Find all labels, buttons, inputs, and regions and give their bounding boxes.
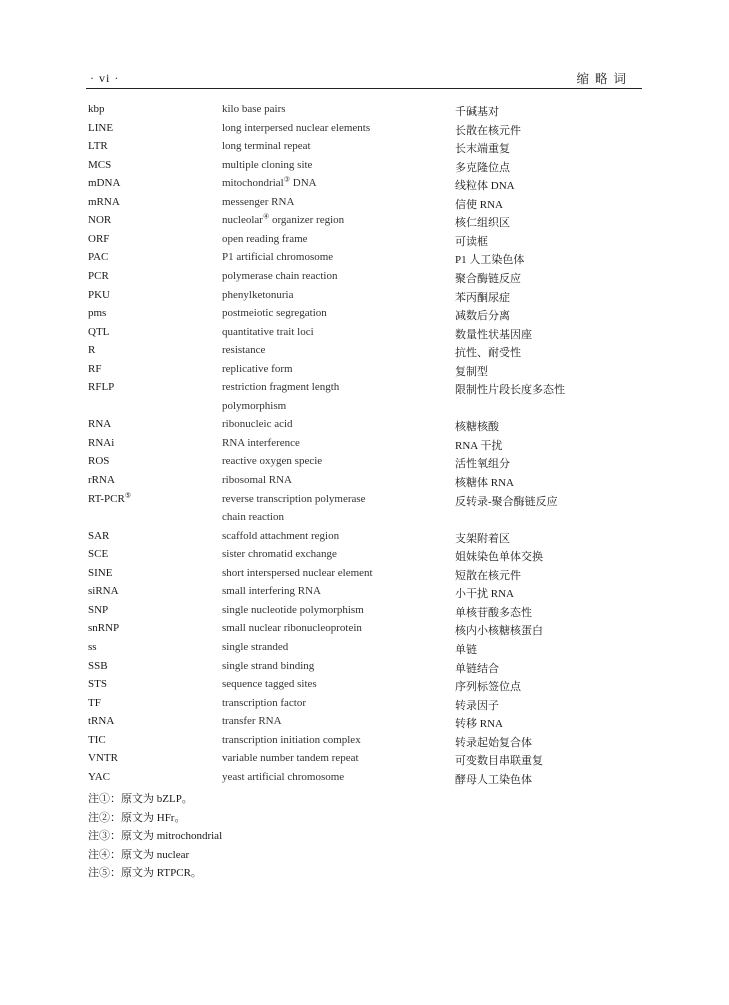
english-term-text: quantitative trait loci xyxy=(222,325,314,338)
footnote-mark: ④ xyxy=(262,212,270,221)
chinese-term: 核糖核酸 xyxy=(455,421,499,434)
english-term xyxy=(222,289,293,301)
english-term-text: ribosomal RNA xyxy=(222,474,292,486)
english-term xyxy=(222,752,359,764)
english-term-text: reactive oxygen specie xyxy=(222,455,323,468)
chinese-term: 核内小核糖核蛋白 xyxy=(455,625,543,638)
abbreviation xyxy=(88,233,109,245)
english-term-text: polymerase chain reaction xyxy=(222,269,338,282)
english-term xyxy=(222,548,337,560)
abbreviation-text: ROS xyxy=(88,455,110,468)
chinese-term: 聚合酶链反应 xyxy=(455,272,521,285)
english-term-text: reverse transcription polymerase xyxy=(222,492,366,505)
english-term xyxy=(222,326,314,338)
abbreviation-text: SSB xyxy=(88,659,108,672)
english-term xyxy=(222,307,327,319)
page-number: · vi · xyxy=(90,71,120,85)
english-term-text: restriction fragment length xyxy=(222,381,340,394)
abbreviation-text: NOR xyxy=(88,214,112,227)
abbreviation xyxy=(88,474,115,486)
chinese-term: 限制性片段长度多态性 xyxy=(455,384,565,397)
abbreviation xyxy=(88,159,111,171)
footnote-mark: ⑤ xyxy=(124,490,132,499)
footnote-mark: ③ xyxy=(283,175,290,184)
english-term-text: replicative form xyxy=(222,362,293,375)
footnote: 注④：原文为 nuclear xyxy=(88,848,190,861)
abbreviation-text: SNP xyxy=(88,603,109,616)
abbreviation xyxy=(88,585,119,597)
chinese-term: 长散在核元件 xyxy=(455,124,521,137)
abbreviation xyxy=(88,490,132,505)
abbreviation xyxy=(88,381,114,393)
footnote: 注①：原文为 bZLP。 xyxy=(88,793,193,805)
english-term-text: single strand binding xyxy=(222,659,315,672)
footnote: 注②：原文为 HFr。 xyxy=(88,811,186,824)
english-term-text: short interspersed nuclear element xyxy=(222,566,373,579)
english-term xyxy=(222,585,321,597)
abbreviation-text: ss xyxy=(88,640,97,653)
english-term-text: P1 artificial chromosome xyxy=(222,251,334,264)
chinese-term: 抗性、耐受性 xyxy=(455,347,521,360)
english-term-text: sequence tagged sites xyxy=(222,678,317,691)
english-term xyxy=(222,214,344,226)
abbreviation-text: PAC xyxy=(88,251,109,264)
chinese-term: 复制型 xyxy=(455,365,488,378)
abbreviation xyxy=(88,289,110,301)
abbreviation xyxy=(88,307,106,319)
abbreviation-text: RF xyxy=(88,362,102,375)
abbreviation xyxy=(88,660,108,672)
chinese-term: 长末端重复 xyxy=(455,143,510,156)
abbreviation xyxy=(88,455,109,467)
abbreviation-text: RNAi xyxy=(88,436,115,449)
abbreviation xyxy=(88,678,107,690)
english-term-text: open reading frame xyxy=(222,232,308,245)
chinese-term: 核仁组织区 xyxy=(455,217,510,230)
abbreviation xyxy=(88,196,120,208)
english-term xyxy=(222,363,293,375)
chinese-term: RNA 干扰 xyxy=(455,439,503,452)
abbreviation-text: SAR xyxy=(88,529,110,542)
english-term xyxy=(222,177,317,189)
abbreviation-text: R xyxy=(88,344,96,357)
english-term xyxy=(222,159,312,171)
english-term-text: messenger RNA xyxy=(222,195,295,208)
abbreviation xyxy=(88,270,109,282)
english-term xyxy=(222,697,306,709)
english-term-text: small nuclear ribonucleoprotein xyxy=(222,622,362,635)
footnote: 注③：原文为 mitrochondrial xyxy=(88,830,223,842)
abbreviation xyxy=(88,437,114,449)
chinese-term: 活性氧组分 xyxy=(455,458,510,471)
abbreviation-text: mRNA xyxy=(88,195,120,208)
english-term-text: small interfering RNA xyxy=(222,585,321,598)
english-term-text: transcription initiation complex xyxy=(222,733,361,746)
abbreviation xyxy=(88,122,113,134)
chinese-term: 序列标签位点 xyxy=(455,681,521,694)
abbreviation-text: STS xyxy=(88,678,107,691)
abbreviation-text: pms xyxy=(88,307,107,320)
abbreviation-text: PKU xyxy=(88,288,111,301)
english-term-text: resistance xyxy=(222,344,266,357)
abbreviation-text: LINE xyxy=(88,121,114,134)
abbreviation-text: TIC xyxy=(88,733,106,746)
abbreviation xyxy=(88,530,109,542)
abbreviation xyxy=(88,214,111,226)
english-term xyxy=(222,660,314,672)
abbreviation-text: MCS xyxy=(88,158,112,171)
chinese-term: P1 人工染色体 xyxy=(455,254,525,267)
abbreviation-text: QTL xyxy=(88,325,110,338)
abbreviation-text: ORF xyxy=(88,232,110,245)
chinese-term: 线粒体 DNA xyxy=(455,180,515,193)
english-term-text: single nucleotide polymorphism xyxy=(222,603,364,616)
english-term xyxy=(222,381,339,393)
chinese-term: 可读框 xyxy=(455,235,488,248)
abbreviation-text: RT-PCR xyxy=(88,492,125,505)
english-term-text: postmeiotic segregation xyxy=(222,307,327,320)
chinese-term: 小干扰 RNA xyxy=(455,588,514,601)
english-term-rest: DNA xyxy=(290,177,317,190)
english-term-text: ribonucleic acid xyxy=(222,418,293,431)
english-term xyxy=(222,604,364,616)
chinese-term: 多克隆位点 xyxy=(455,161,510,174)
english-term xyxy=(222,196,294,208)
abbreviation xyxy=(88,326,109,338)
english-term xyxy=(222,734,361,746)
english-term xyxy=(222,715,282,727)
running-title: 缩略词 xyxy=(576,72,632,86)
english-term xyxy=(222,122,370,134)
english-term-text: nucleolar xyxy=(222,214,263,227)
abbreviation xyxy=(88,734,106,746)
english-term xyxy=(222,251,333,263)
english-term-rest: organizer region xyxy=(269,214,345,227)
chinese-term: 酵母人工染色体 xyxy=(455,773,532,786)
abbreviation xyxy=(88,641,97,653)
chinese-term: 减数后分离 xyxy=(455,310,510,323)
abbreviation xyxy=(88,103,105,115)
abbreviation xyxy=(88,604,108,616)
abbreviation-text: YAC xyxy=(88,770,111,783)
abbreviation-text: RFLP xyxy=(88,381,115,394)
abbreviation xyxy=(88,418,111,430)
abbreviation xyxy=(88,567,112,579)
chinese-term: 转录因子 xyxy=(455,699,499,712)
abbreviation-text: LTR xyxy=(88,140,108,153)
english-term xyxy=(222,678,317,690)
english-term xyxy=(222,140,311,152)
english-term-text: scaffold attachment region xyxy=(222,529,340,542)
footnote: 注⑤：原文为 RTPCR。 xyxy=(88,867,202,879)
english-term-text: RNA interference xyxy=(222,436,300,449)
english-term xyxy=(222,344,265,356)
english-term xyxy=(222,455,322,467)
chinese-term: 转录起始复合体 xyxy=(455,736,532,749)
english-term-text: kilo base pairs xyxy=(222,103,286,115)
english-term xyxy=(222,567,373,579)
english-term-text: transfer RNA xyxy=(222,715,282,728)
chinese-term: 千碱基对 xyxy=(455,106,499,118)
abbreviation-text: RNA xyxy=(88,418,112,431)
abbreviation xyxy=(88,771,110,783)
abbreviation xyxy=(88,251,108,263)
chinese-term: 核糖体 RNA xyxy=(455,477,514,489)
chinese-term: 单链 xyxy=(455,643,477,656)
chinese-term: 数量性状基因座 xyxy=(455,328,532,341)
abbreviation xyxy=(88,697,101,709)
abbreviation-text: TF xyxy=(88,696,101,709)
english-term-text: phenylketonuria xyxy=(222,288,294,301)
chinese-term: 单链结合 xyxy=(455,662,499,675)
english-term-text: multiple cloning site xyxy=(222,158,313,171)
abbreviation-text: PCR xyxy=(88,269,109,282)
english-term xyxy=(222,493,366,505)
english-term-text: long terminal repeat xyxy=(222,140,311,153)
abbreviation xyxy=(88,548,108,560)
abbreviation xyxy=(88,140,108,152)
chinese-term: 姐妹染色单体交换 xyxy=(455,551,543,564)
chinese-term: 单核苷酸多态性 xyxy=(455,606,532,619)
page-header xyxy=(86,68,642,89)
abbreviation-text: SINE xyxy=(88,566,113,579)
english-term xyxy=(222,474,292,486)
english-term-continuation: polymorphism xyxy=(222,399,287,412)
english-term xyxy=(222,418,293,430)
abbreviation-text: snRNP xyxy=(88,622,120,635)
english-term-text: variable number tandem repeat xyxy=(222,752,359,765)
abbreviation-text: kbp xyxy=(88,103,105,115)
abbreviation xyxy=(88,622,119,634)
abbreviation-text: VNTR xyxy=(88,752,118,765)
footnotes xyxy=(88,790,222,883)
english-term xyxy=(222,771,344,783)
english-term-text: long interpersed nuclear elements xyxy=(222,121,371,134)
english-term xyxy=(222,622,362,634)
english-term xyxy=(222,103,286,115)
abbreviation-text: rRNA xyxy=(88,474,115,486)
abbreviation-text: SCE xyxy=(88,548,109,561)
abbreviation xyxy=(88,715,114,727)
english-term xyxy=(222,641,288,653)
abbreviation-text: tRNA xyxy=(88,715,115,728)
english-term-text: mitochondrial xyxy=(222,177,284,190)
abbreviation xyxy=(88,752,118,764)
english-term-text: yeast artificial chromosome xyxy=(222,770,345,783)
english-term-continuation: chain reaction xyxy=(222,511,284,524)
english-term xyxy=(222,270,337,282)
abbreviation xyxy=(88,363,101,375)
english-term xyxy=(222,530,339,542)
english-term xyxy=(222,233,308,245)
english-term-text: sister chromatid exchange xyxy=(222,548,337,561)
chinese-term: 支架附着区 xyxy=(455,532,510,545)
chinese-term: 苯丙酮尿症 xyxy=(455,291,510,304)
chinese-term: 转移 RNA xyxy=(455,718,503,731)
english-term-text: transcription factor xyxy=(222,696,306,709)
chinese-term: 短散在核元件 xyxy=(455,569,521,582)
abbreviation-text: siRNA xyxy=(88,585,119,598)
chinese-term: 反转录-聚合酶链反应 xyxy=(455,495,558,508)
english-term xyxy=(222,437,300,449)
abbreviation xyxy=(88,177,120,189)
chinese-term: 可变数目串联重复 xyxy=(455,755,543,768)
abbreviation-text: mDNA xyxy=(88,177,121,190)
english-term-text: single stranded xyxy=(222,640,289,653)
abbreviation xyxy=(88,344,95,356)
chinese-term: 信使 RNA xyxy=(455,198,503,211)
